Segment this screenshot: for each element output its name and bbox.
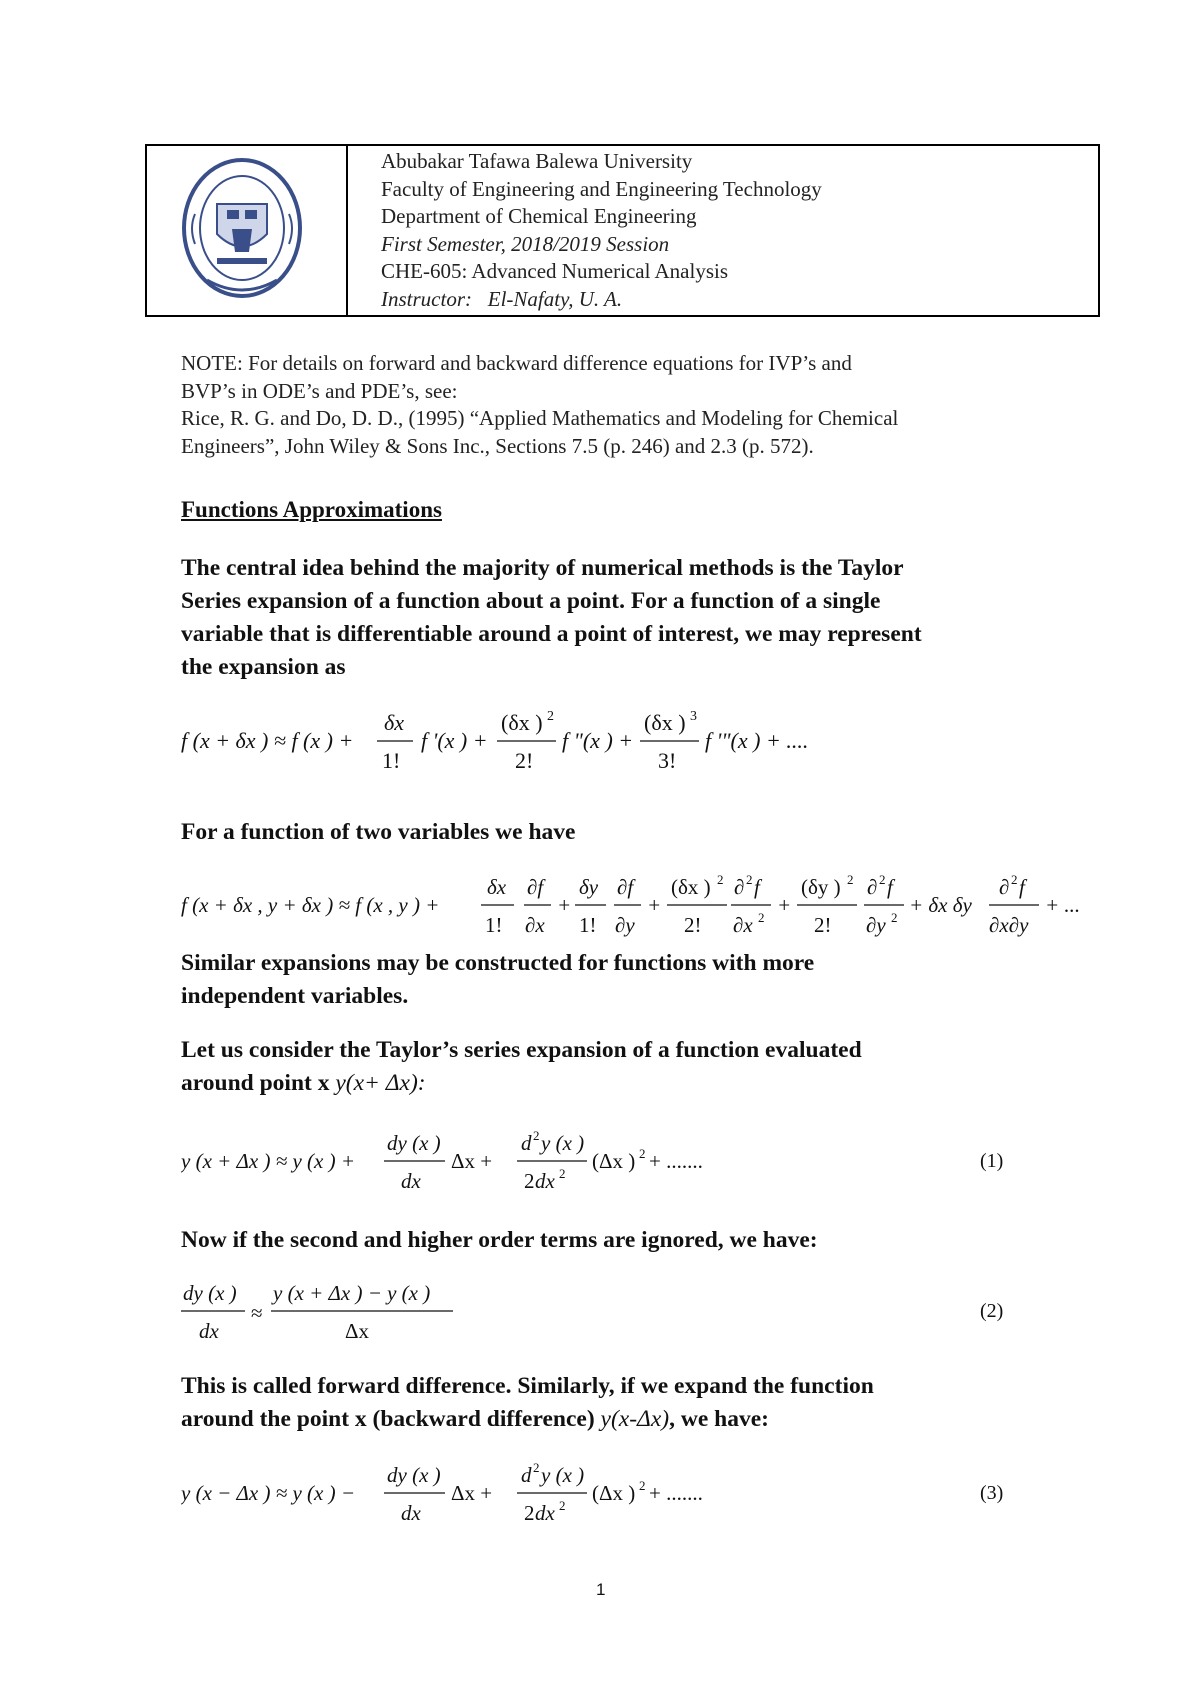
header-table bbox=[145, 144, 1100, 317]
logo-cell bbox=[147, 146, 348, 315]
svg-text:dx: dx bbox=[535, 1169, 555, 1193]
equation-number: (1) bbox=[980, 1150, 1004, 1172]
svg-text:δx: δx bbox=[384, 710, 404, 735]
forward-difference-paragraph bbox=[181, 1370, 1081, 1436]
svg-text:∂: ∂ bbox=[734, 875, 745, 899]
two-variable-intro: For a function of two variables we have bbox=[181, 819, 576, 845]
paragraph-line: The central idea behind the majority of numerical methods is the Taylor bbox=[181, 555, 904, 581]
faculty-name: Faculty of Engineering and Engineering Technology bbox=[381, 176, 822, 201]
svg-text:(δy ): (δy ) bbox=[801, 875, 841, 899]
equation-1 bbox=[181, 1126, 741, 1198]
svg-text:2!: 2! bbox=[684, 913, 702, 937]
svg-text:∂f: ∂f bbox=[617, 875, 634, 899]
similar-expansions-paragraph bbox=[181, 947, 1081, 1013]
svg-text:2!: 2! bbox=[515, 748, 534, 773]
svg-text:δy: δy bbox=[579, 875, 599, 899]
svg-text:2: 2 bbox=[533, 1460, 540, 1475]
note-line: NOTE: For details on forward and backward difference equations for IVP’s and bbox=[181, 351, 852, 375]
svg-text:∂y: ∂y bbox=[615, 913, 635, 937]
intro-paragraph bbox=[181, 552, 1081, 684]
svg-text:f: f bbox=[754, 875, 760, 899]
course-title: CHE-605: Advanced Numerical Analysis bbox=[381, 259, 729, 283]
equation-number: (2) bbox=[980, 1300, 1004, 1322]
svg-text:∂x: ∂x bbox=[525, 913, 545, 937]
svg-text:2: 2 bbox=[717, 872, 724, 887]
equation-3 bbox=[181, 1458, 741, 1530]
svg-text:2: 2 bbox=[879, 872, 886, 887]
svg-text:∂f: ∂f bbox=[527, 875, 544, 899]
svg-text:(δx ): (δx ) bbox=[644, 710, 686, 735]
svg-text:+ .......: + ....... bbox=[649, 1149, 703, 1173]
svg-text:δx: δx bbox=[487, 875, 507, 899]
paragraph-text: around the point x (backward difference) bbox=[181, 1406, 595, 1432]
svg-text:2: 2 bbox=[559, 1498, 566, 1513]
svg-text:dy (x ): dy (x ) bbox=[183, 1281, 237, 1305]
svg-text:∂: ∂ bbox=[867, 875, 878, 899]
svg-text:2: 2 bbox=[891, 910, 898, 925]
note-line: BVP’s in ODE’s and PDE’s, see: bbox=[181, 378, 458, 403]
svg-text:dy (x ): dy (x ) bbox=[387, 1131, 441, 1155]
svg-text:(Δx ): (Δx ) bbox=[592, 1149, 636, 1173]
svg-text:f (x + δx , y + δx ) ≈ f (x ,: f (x + δx , y + δx ) ≈ f (x , y ) + bbox=[181, 893, 440, 917]
header-info bbox=[348, 146, 822, 315]
svg-text:y (x + Δx ) − y (x ): y (x + Δx ) − y (x ) bbox=[273, 1281, 431, 1305]
svg-text:≈: ≈ bbox=[251, 1301, 263, 1325]
reference-note bbox=[181, 350, 1081, 460]
svg-text:f: f bbox=[887, 875, 893, 899]
svg-text:2: 2 bbox=[639, 1478, 646, 1493]
svg-text:Δx: Δx bbox=[345, 1319, 370, 1343]
svg-text:y (x − Δx ) ≈ y (x ) −: y (x − Δx ) ≈ y (x ) − bbox=[181, 1481, 356, 1505]
svg-text:+ ...: + ... bbox=[1045, 893, 1081, 917]
svg-text:2!: 2! bbox=[814, 913, 832, 937]
svg-text:y (x ): y (x ) bbox=[541, 1463, 585, 1487]
svg-text:f "(x ) +: f "(x ) + bbox=[562, 728, 634, 753]
svg-text:+ δx δy: + δx δy bbox=[909, 893, 972, 917]
svg-text:2: 2 bbox=[746, 872, 753, 887]
paragraph-line bbox=[181, 1067, 1081, 1100]
svg-text:Δx +: Δx + bbox=[451, 1149, 493, 1173]
svg-text:(δx ): (δx ) bbox=[671, 875, 711, 899]
svg-text:+: + bbox=[557, 893, 572, 917]
section-title: Functions Approximations bbox=[181, 497, 442, 522]
university-seal-logo bbox=[177, 154, 307, 302]
taylor-two-variable-equation bbox=[181, 870, 1091, 940]
svg-text:(Δx ): (Δx ) bbox=[592, 1481, 636, 1505]
svg-text:3: 3 bbox=[690, 709, 697, 724]
taylor-single-variable-equation bbox=[181, 706, 841, 776]
consider-paragraph bbox=[181, 1034, 1081, 1100]
note-line: Engineers”, John Wiley & Sons Inc., Sections 7.5 (p. 246) and 2.3 (p. 572). bbox=[181, 433, 814, 458]
paragraph-line: the expansion as bbox=[181, 654, 346, 680]
paragraph-text: around point x bbox=[181, 1070, 330, 1096]
svg-text:Δx +: Δx + bbox=[451, 1481, 493, 1505]
svg-text:2: 2 bbox=[524, 1169, 535, 1193]
svg-text:2: 2 bbox=[559, 1166, 566, 1181]
paragraph-line: Let us consider the Taylor’s series expansion of a function evaluated bbox=[181, 1037, 862, 1063]
svg-text:1!: 1! bbox=[485, 913, 503, 937]
equation-number: (3) bbox=[980, 1482, 1004, 1504]
paragraph-line bbox=[181, 1403, 1081, 1436]
svg-text:dy (x ): dy (x ) bbox=[387, 1463, 441, 1487]
svg-text:+: + bbox=[777, 893, 792, 917]
svg-text:2: 2 bbox=[639, 1146, 646, 1161]
ignored-terms-line: Now if the second and higher order terms are ignored, we have: bbox=[181, 1227, 818, 1253]
svg-text:f (x + δx ) ≈ f (x ) +: f (x + δx ) ≈ f (x ) + bbox=[181, 728, 354, 753]
svg-text:dx: dx bbox=[401, 1501, 421, 1525]
svg-text:2: 2 bbox=[847, 872, 854, 887]
svg-text:2: 2 bbox=[524, 1501, 535, 1525]
svg-text:d: d bbox=[521, 1463, 532, 1487]
svg-text:2: 2 bbox=[547, 709, 554, 724]
university-name: Abubakar Tafawa Balewa University bbox=[381, 149, 693, 173]
svg-text:∂x∂y: ∂x∂y bbox=[989, 913, 1029, 937]
svg-text:d: d bbox=[521, 1131, 532, 1155]
svg-text:f: f bbox=[1019, 875, 1025, 899]
equation-2 bbox=[181, 1276, 481, 1348]
svg-text:dx: dx bbox=[401, 1169, 421, 1193]
svg-text:1!: 1! bbox=[382, 748, 401, 773]
paragraph-line: variable that is differentiable around a point of interest, we may represent bbox=[181, 621, 922, 647]
department-name: Department of Chemical Engineering bbox=[381, 204, 697, 228]
svg-text:y (x ): y (x ) bbox=[541, 1131, 585, 1155]
svg-text:f '(x ) +: f '(x ) + bbox=[421, 728, 488, 753]
paragraph-text: , we have: bbox=[669, 1406, 769, 1432]
svg-text:2: 2 bbox=[1011, 872, 1018, 887]
svg-text:dx: dx bbox=[199, 1319, 219, 1343]
instructor-name: Instructor: El-Nafaty, U. A. bbox=[381, 286, 623, 311]
page-number: 1 bbox=[596, 1580, 606, 1599]
svg-text:(δx ): (δx ) bbox=[501, 710, 543, 735]
paragraph-line: Series expansion of a function about a point. For a function of a single bbox=[181, 588, 881, 614]
svg-text:+: + bbox=[647, 893, 662, 917]
svg-text:+ .......: + ....... bbox=[649, 1481, 703, 1505]
svg-text:∂y: ∂y bbox=[866, 913, 886, 937]
svg-text:2: 2 bbox=[533, 1128, 540, 1143]
svg-text:y (x + Δx ) ≈ y (x ) +: y (x + Δx ) ≈ y (x ) + bbox=[181, 1149, 356, 1173]
paragraph-line: This is called forward difference. Similarly, if we expand the function bbox=[181, 1373, 874, 1399]
paragraph-line: Similar expansions may be constructed for functions with more bbox=[181, 950, 815, 976]
semester-session: First Semester, 2018/2019 Session bbox=[381, 231, 670, 256]
svg-text:2: 2 bbox=[758, 910, 765, 925]
svg-text:1!: 1! bbox=[579, 913, 597, 937]
svg-text:f '"(x ) + ....: f '"(x ) + .... bbox=[705, 728, 809, 753]
svg-text:∂: ∂ bbox=[999, 875, 1010, 899]
svg-text:dx: dx bbox=[535, 1501, 555, 1525]
paragraph-line: independent variables. bbox=[181, 983, 409, 1009]
note-line: Rice, R. G. and Do, D. D., (1995) “Applied Mathematics and Modeling for Chemical bbox=[181, 406, 899, 430]
svg-text:3!: 3! bbox=[658, 748, 677, 773]
inline-math: y(x+ Δx): bbox=[335, 1070, 426, 1096]
svg-text:∂x: ∂x bbox=[733, 913, 753, 937]
inline-math: y(x-Δx) bbox=[600, 1406, 670, 1432]
